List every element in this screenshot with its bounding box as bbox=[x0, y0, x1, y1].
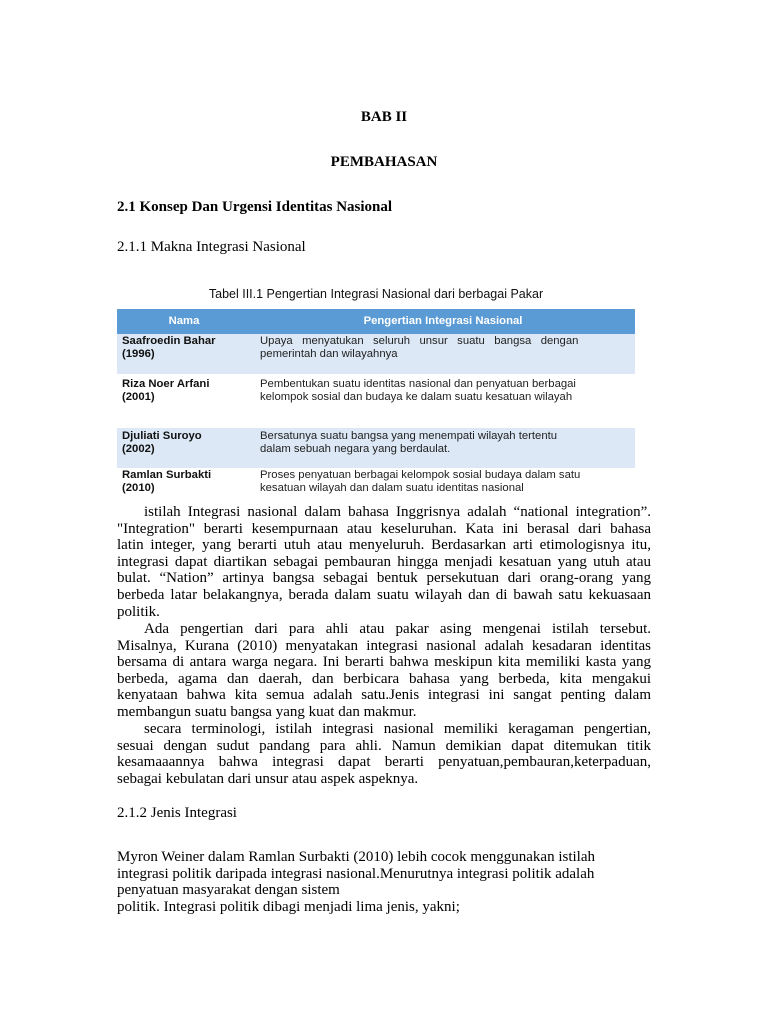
paragraph-terminology: secara terminologi, istilah integrasi nasional memiliki keragaman pengertian, sesuai dengan sudut pandang para ahli. Namun demikian dapat ditemukan titik kesamaaannya bahwa integrasi dapat berarti penyatuan,pembauran,keterpaduan, sebagai kebulatan dari unsur atau aspek aspeknya. bbox=[117, 721, 651, 787]
expert-definition: Upaya menyatukan seluruh unsur suatu bangsa dengan pemerintah dan wilayahnya bbox=[260, 335, 579, 360]
chapter-title: PEMBAHASAN bbox=[330, 154, 438, 170]
paragraph-integration-definition: istilah Integrasi nasional dalam bahasa Inggrisnya adalah “national integration”. "Integration" berarti kesempurnaan atau keseluruhan. Kata ini berasal dari bahasa latin integer, yang berarti utuh atau menyeluruh. Berdasarkan arti etimologisnya itu, integrasi dapat diartikan sebagai pembauran hingga menjadi kesatuan yang utuh atau bulat. “Nation” artinya bangsa sebagai bentuk persekutuan dari orang-orang yang berbeda latar belakangnya, berada dalam suatu wilayah dan di bawah satu kekuasaan politik. bbox=[117, 504, 651, 620]
table-row bbox=[117, 374, 635, 428]
expert-name: Riza Noer Arfani (2001) bbox=[122, 378, 210, 403]
expert-definition: Proses penyatuan berbagai kelompok sosial budaya dalam satu kesatuan wilayah dan dalam suatu identitas nasional bbox=[260, 469, 581, 494]
definition-table bbox=[117, 309, 635, 499]
table-row bbox=[117, 468, 635, 499]
table-caption: Tabel III.1 Pengertian Integrasi Nasional dari berbagai Pakar bbox=[208, 287, 544, 301]
table-row bbox=[117, 428, 635, 468]
paragraph-political-integration: Myron Weiner dalam Ramlan Surbakti (2010) lebih cocok menggunakan istilah integrasi politik daripada integrasi nasional.Menurutnya integrasi politik adalah penyatuan masyarakat dengan sistem politik. Integrasi politik dibagi menjadi lima jenis, yakni; bbox=[117, 849, 595, 915]
expert-name: Djuliati Suroyo (2002) bbox=[122, 430, 202, 455]
expert-name: Saafroedin Bahar (1996) bbox=[122, 335, 216, 360]
expert-definition: Pembentukan suatu identitas nasional dan penyatuan berbagai kelompok sosial dan budaya ke dalam suatu kesatuan wilayah bbox=[260, 378, 576, 403]
expert-definition: Bersatunya suatu bangsa yang menempati wilayah tertentu dalam sebuah negara yang berdaulat. bbox=[260, 430, 558, 455]
chapter-number: BAB II bbox=[360, 109, 408, 125]
section-heading-2-1: 2.1 Konsep Dan Urgensi Identitas Nasional bbox=[117, 199, 393, 215]
subsection-heading-2-1-1: 2.1.1 Makna Integrasi Nasional bbox=[117, 239, 306, 255]
subsection-heading-2-1-2: 2.1.2 Jenis Integrasi bbox=[117, 805, 237, 821]
table-row bbox=[117, 334, 635, 374]
expert-name: Ramlan Surbakti (2010) bbox=[122, 469, 212, 494]
paragraph-expert-opinion: Ada pengertian dari para ahli atau pakar asing mengenai istilah tersebut. Misalnya, Kurana (2010) menyatakan integrasi nasional adalah kesadaran identitas bersama di antara warga negara. Ini berarti bahwa meskipun kita memiliki kasta yang berbeda, agama dan daerah, dan berbicara bahasa yang berbeda, kita mengakui kenyataan bahwa kita semua adalah satu.Jenis integrasi ini sangat penting dalam membangun suatu bangsa yang kuat dan makmur. bbox=[117, 621, 651, 720]
column-header-definition: Pengertian Integrasi Nasional bbox=[363, 315, 523, 327]
table-header bbox=[117, 309, 635, 334]
column-header-name: Nama bbox=[168, 315, 200, 327]
